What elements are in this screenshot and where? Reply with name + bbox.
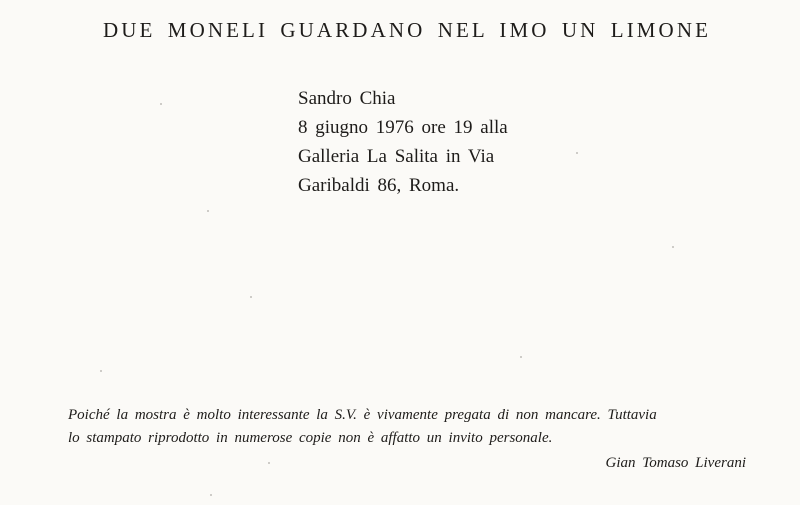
notice-text [68, 404, 750, 450]
paper-speck [160, 103, 162, 105]
paper-speck [576, 152, 578, 154]
paper-speck [520, 356, 522, 358]
notice-line-2: lo stampato riprodotto in numerose copie non è affatto un invito personale. [68, 430, 553, 446]
address-line: Garibaldi 86, Roma. [298, 175, 460, 196]
date-time-line: 8 giugno 1976 ore 19 alla [298, 117, 508, 138]
paper-speck [250, 296, 252, 298]
paper-speck [207, 210, 209, 212]
exhibition-title: DUE MONELI GUARDANO NEL IMO UN LIMONE [102, 18, 712, 42]
paper-speck [210, 494, 212, 496]
exhibition-details [298, 84, 508, 200]
paper-speck [672, 246, 674, 248]
paper-speck [100, 370, 102, 372]
venue-line: Galleria La Salita in Via [298, 146, 495, 167]
signature: Gian Tomaso Liverani [605, 455, 746, 471]
notice-line-1: Poiché la mostra è molto interessante la S.V. è vivamente pregata di non mancare. Tuttavia [68, 407, 657, 423]
artist-name: Sandro Chia [298, 88, 396, 109]
paper-speck [268, 462, 270, 464]
